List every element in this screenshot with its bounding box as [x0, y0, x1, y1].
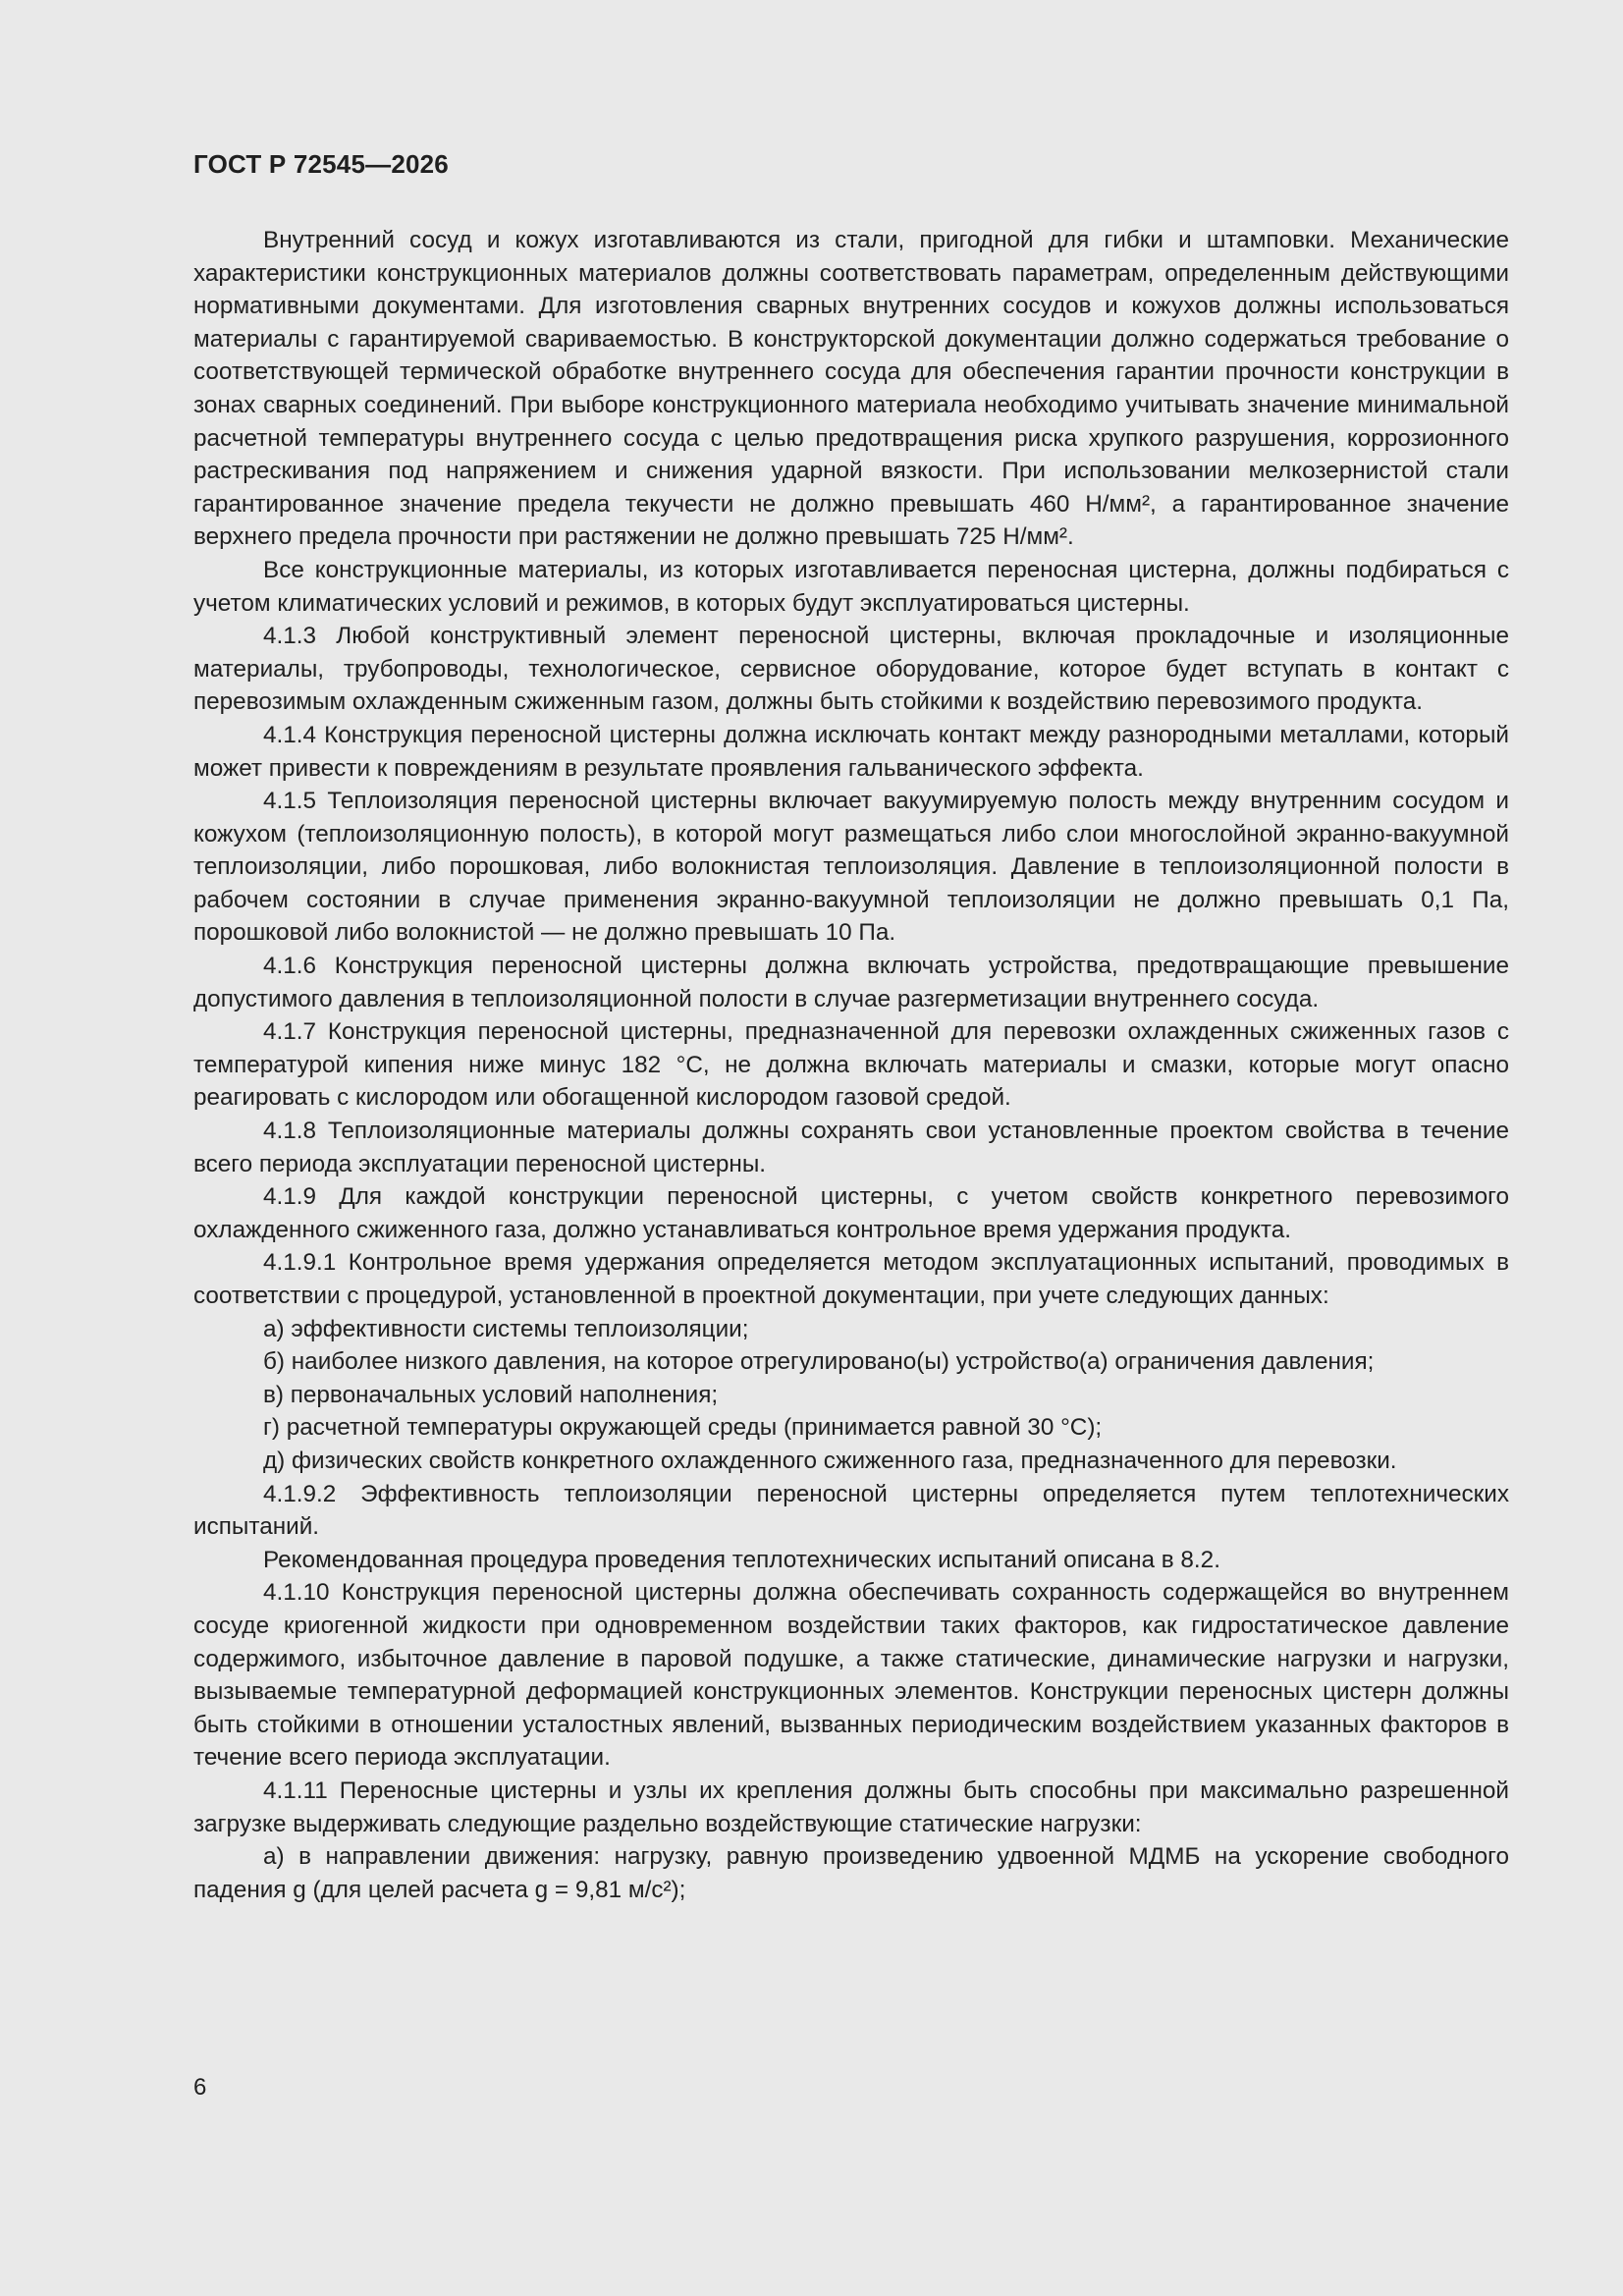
paragraph-recommended-procedure: Рекомендованная процедура проведения теплотехнических испытаний описана в 8.2. — [263, 1546, 1220, 1573]
paragraph-4-1-9-2: 4.1.9.2 Эффективность теплоизоляции переносной цистерны определяется путем теплотехнических испытаний. — [193, 1480, 1509, 1541]
document-body — [193, 224, 1509, 1906]
paragraph-4-1-9: 4.1.9 Для каждой конструкции переносной цистерны, с учетом свойств конкретного перевозимого охлажденного сжиженного газа, должно устанавливаться контрольное время удержания продукта. — [193, 1183, 1509, 1243]
paragraph-4-1-11: 4.1.11 Переносные цистерны и узлы их крепления должны быть способны при максимально разрешенной загрузке выдерживать следующие раздельно воздействующие статические нагрузки: — [193, 1777, 1509, 1837]
paragraph-4-1-10: 4.1.10 Конструкция переносной цистерны должна обеспечивать сохранность содержащейся во внутреннем сосуде криогенной жидкости при одновременном воздействии таких факторов, как гидростатическое давление содержимого, избыточное давление в паровой подушке, а также статические, динамические нагрузки и нагрузки, вызываемые температурной деформацией конструкционных элементов. Конструкции переносных цистерн должны быть стойкими в отношении усталостных явлений, вызванных периодическим воздействием указанных факторов в течение всего периода эксплуатации. — [193, 1579, 1509, 1772]
list-item-d: д) физических свойств конкретного охлажденного сжиженного газа, предназначенного для перевозки. — [263, 1447, 1397, 1474]
paragraph-materials: Внутренний сосуд и кожух изготавливаются из стали, пригодной для гибки и штамповки. Механические характеристики конструкционных материалов должны соответствовать параметрам, определенным действующими нормативными документами. Для изготовления сварных внутренних сосудов и кожухов должны использоваться материалы с гарантируемой свариваемостью. В конструкторской документации должно содержаться требование о соответствующей термической обработке внутреннего сосуда для обеспечения гарантии прочности конструкции в зонах сварных соединений. При выборе конструкционного материала необходимо учитывать значение минимальной расчетной температуры внутреннего сосуда с целью предотвращения риска хрупкого разрушения, коррозионного растрескивания под напряжением и снижения ударной вязкости. При использовании мелкозернистой стали гарантированное значение предела текучести не должно превышать 460 Н/мм², а гарантированное значение верхнего предела прочности при растяжении не должно превышать 725 Н/мм². — [193, 227, 1509, 551]
page-number: 6 — [193, 2074, 207, 2101]
paragraph-4-1-6: 4.1.6 Конструкция переносной цистерны должна включать устройства, предотвращающие превышение допустимого давления в теплоизоляционной полости в случае разгерметизации внутреннего сосуда. — [193, 953, 1509, 1012]
paragraph-4-1-7: 4.1.7 Конструкция переносной цистерны, предназначенной для перевозки охлажденных сжиженных газов с температурой кипения ниже минус 182 °С, не должна включать материалы и смазки, которые могут опасно реагировать с кислородом или обогащенной кислородом газовой средой. — [193, 1018, 1509, 1112]
paragraph-materials-climate: Все конструкционные материалы, из которых изготавливается переносная цистерна, должны подбираться с учетом климатических условий и режимов, в которых будут эксплуатироваться цистерны. — [193, 556, 1509, 617]
paragraph-4-1-4: 4.1.4 Конструкция переносной цистерны должна исключать контакт между разнородными металлами, который может привести к повреждениям в результате проявления гальванического эффекта. — [193, 721, 1509, 782]
list-item-4-1-11-a: а) в направлении движения: нагрузку, равную произведению удвоенной МДМБ на ускорение свободного падения g (для целей расчета g = 9,81 м/с²); — [193, 1843, 1509, 1903]
list-item-g: г) расчетной температуры окружающей среды (принимается равной 30 °С); — [263, 1414, 1103, 1442]
paragraph-4-1-8: 4.1.8 Теплоизоляционные материалы должны сохранять свои установленные проектом свойства в течение всего периода эксплуатации переносной цистерны. — [193, 1118, 1509, 1177]
list-item-a: а) эффективности системы теплоизоляции; — [263, 1315, 749, 1342]
list-item-v: в) первоначальных условий наполнения; — [263, 1381, 719, 1408]
list-item-b: б) наиболее низкого давления, на которое отрегулировано(ы) устройство(а) ограничения давления; — [263, 1348, 1375, 1376]
document-header-id: ГОСТ Р 72545—2026 — [193, 149, 449, 179]
paragraph-4-1-9-1: 4.1.9.1 Контрольное время удержания определяется методом эксплуатационных испытаний, проводимых в соответствии с процедурой, установленной в проектной документации, при учете следующих данных: — [193, 1249, 1509, 1309]
paragraph-4-1-3: 4.1.3 Любой конструктивный элемент переносной цистерны, включая прокладочные и изоляционные материалы, трубопроводы, технологическое, сервисное оборудование, которое будет вступать в контакт с перевозимым охлажденным сжиженным газом, должны быть стойкими к воздействию перевозимого продукта. — [193, 623, 1509, 716]
paragraph-4-1-5: 4.1.5 Теплоизоляция переносной цистерны включает вакуумируемую полость между внутренним сосудом и кожухом (теплоизоляционную полость), в которой могут размещаться либо слои многослойной экранно-вакуумной теплоизоляции, либо порошковая, либо волокнистая теплоизоляция. Давление в теплоизоляционной полости в рабочем состоянии в случае применения экранно-вакуумной теплоизоляции не должно превышать 0,1 Па, порошковой либо волокнистой — не должно превышать 10 Па. — [193, 788, 1509, 947]
